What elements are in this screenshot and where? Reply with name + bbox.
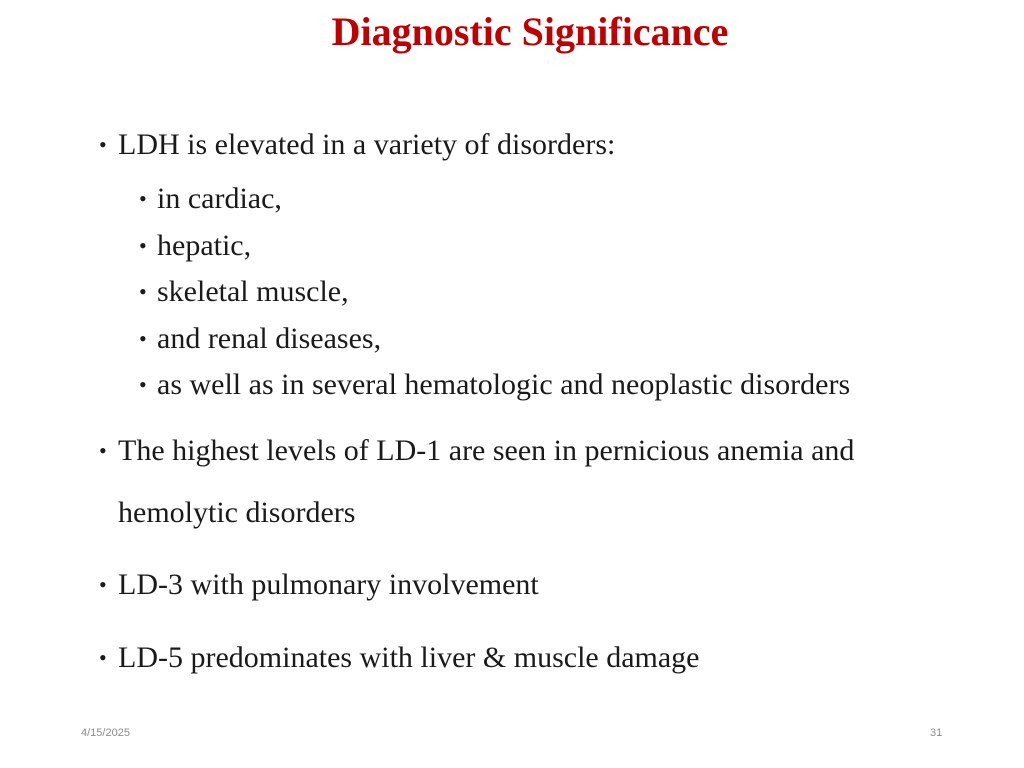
- bullet-icon: •: [139, 233, 147, 258]
- bullet-item: [99, 127, 616, 163]
- footer-page-number: 31: [930, 727, 943, 739]
- sub-bullet-text: and renal diseases,: [157, 322, 382, 355]
- bullet-text: LDH is elevated in a variety of disorders:: [118, 128, 616, 161]
- bullet-icon: •: [139, 279, 147, 304]
- bullet-icon: •: [99, 645, 107, 670]
- bullet-icon: •: [99, 132, 107, 157]
- bullet-text: LD-3 with pulmonary involvement: [118, 568, 539, 601]
- bullet-icon: •: [139, 372, 147, 397]
- sub-bullet-item: [139, 321, 382, 357]
- bullet-item: [99, 567, 539, 603]
- sub-bullet-item: [139, 274, 349, 310]
- bullet-icon: •: [99, 572, 107, 597]
- sub-bullet-item: [139, 367, 851, 403]
- sub-bullet-text: skeletal muscle,: [157, 275, 349, 308]
- bullet-icon: •: [139, 326, 147, 351]
- footer-date: 4/15/2025: [81, 727, 130, 739]
- bullet-icon: •: [139, 186, 147, 211]
- slide-title: Diagnostic Significance: [331, 9, 729, 54]
- sub-bullet-text: in cardiac,: [157, 182, 282, 215]
- sub-bullet-text: as well as in several hematologic and neoplastic disorders: [157, 368, 851, 401]
- bullet-item: [99, 640, 700, 676]
- sub-bullet-item: [139, 181, 282, 217]
- bullet-text: The highest levels of LD-1 are seen in pernicious anemia and: [118, 434, 855, 467]
- bullet-continuation: hemolytic disorders: [118, 496, 356, 529]
- sub-bullet-item: [139, 228, 252, 264]
- bullet-icon: •: [99, 438, 107, 463]
- bullet-text: LD-5 predominates with liver & muscle damage: [118, 641, 700, 674]
- sub-bullet-text: hepatic,: [157, 229, 252, 262]
- bullet-item: [99, 433, 855, 469]
